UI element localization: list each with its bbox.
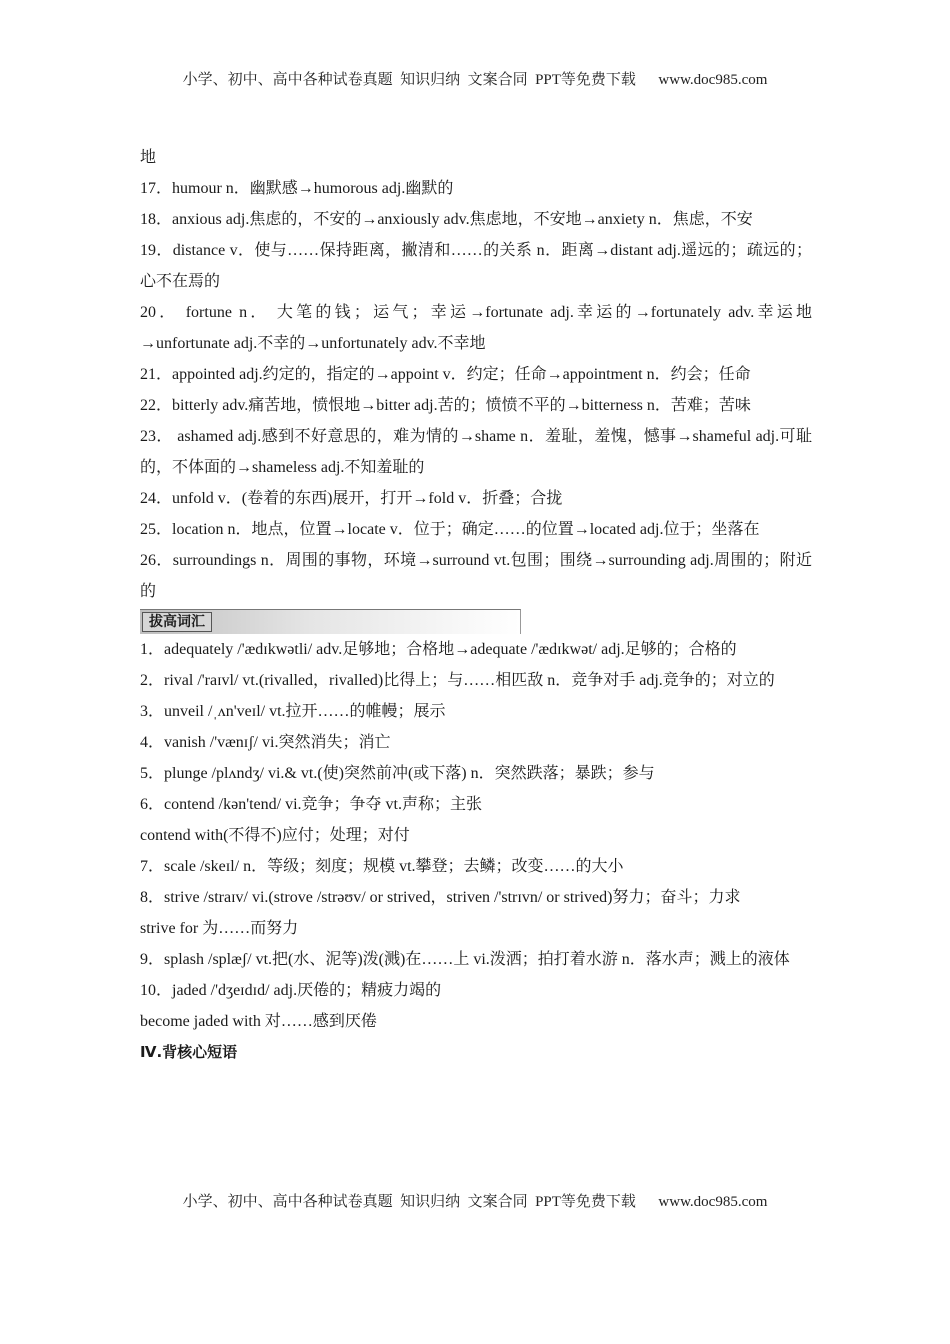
list-item: 5．plunge /plʌndʒ/ vi.& vt.(使)突然前冲(或下落) n．突然跌落；暴跌；参与	[140, 765, 655, 782]
list-item: 8．strive /straɪv/ vi.(strove /strəʊv/ or strived，striven /'strɪvn/ or strived)努力；奋斗；力求	[140, 889, 741, 906]
list-item: 2．rival /'raɪvl/ vt.(rivalled，rivalled)比得上；与……相匹敌 n．竞争对手 adj.竞争的；对立的	[140, 672, 775, 689]
list-item: contend with(不得不)应付；处理；对付	[140, 827, 410, 844]
page-header: 小学、初中、高中各种试卷真题 知识归纳 文案合同 PPT等免费下载 www.doc985.com	[182, 72, 768, 88]
list-item: strive for 为……而努力	[140, 920, 299, 937]
list-item: 19．distance v．使与……保持距离，撇清和……的关系 n．距离→distant adj.遥远的；疏远的；心不在焉的	[140, 242, 812, 290]
list-item: 26．surroundings n．周围的事物，环境→surround vt.包围；围绕→surrounding adj.周围的；附近的	[140, 552, 812, 600]
list-item: 24．unfold v．(卷着的东西)展开，打开→fold v．折叠；合拢	[140, 490, 563, 507]
list-item: 6．contend /kən'tend/ vi.竞争；争夺 vt.声称；主张	[140, 796, 482, 813]
list-item: 22．bitterly adv.痛苦地，愤恨地→bitter adj.苦的；愤愤不平的→bitterness n．苦难；苦味	[140, 397, 751, 414]
list-item: 21．appointed adj.约定的，指定的→appoint v．约定；任命→appointment n．约会；任命	[140, 366, 751, 383]
list-item: 10．jaded /'dʒeɪdɪd/ adj.厌倦的；精疲力竭的	[140, 982, 442, 999]
list-item: 地	[140, 149, 157, 166]
page-footer: 小学、初中、高中各种试卷真题 知识归纳 文案合同 PPT等免费下载 www.doc985.com	[182, 1194, 768, 1210]
section-header-bar	[140, 609, 521, 634]
list-item: 9．splash /splæʃ/ vt.把(水、泥等)泼(溅)在……上 vi.泼洒；拍打着水游 n．落水声；溅上的液体	[140, 951, 790, 968]
list-item: 25．location n．地点，位置→locate v．位于；确定……的位置→located adj.位于；坐落在	[140, 521, 760, 538]
list-item: 1．adequately /'ædɪkwətli/ adv.足够地；合格地→adequate /'ædɪkwət/ adj.足够的；合格的	[140, 641, 737, 658]
list-item: 7．scale /skeɪl/ n．等级；刻度；规模 vt.攀登；去鳞；改变……的大小	[140, 858, 624, 875]
list-item: 18．anxious adj.焦虑的，不安的→anxiously adv.焦虑地，不安地→anxiety n．焦虑，不安	[140, 211, 753, 228]
next-section-title: Ⅳ.背核心短语	[140, 1043, 238, 1061]
section-title: 拔高词汇	[142, 612, 212, 632]
list-item: become jaded with 对……感到厌倦	[140, 1013, 377, 1030]
list-item: 23． ashamed adj.感到不好意思的，难为情的→shame n．羞耻，羞愧，憾事→shameful adj.可耻的，不体面的→shameless adj.不知羞耻的	[140, 428, 812, 476]
list-item: 20． fortune n． 大笔的钱；运气；幸运→fortunate adj.幸运的→fortunately adv.幸运地→unfortunate adj.不幸的→unfortunately adv.不幸地	[140, 304, 812, 352]
document-body	[140, 142, 812, 1068]
list-item: 17．humour n．幽默感→humorous adj.幽默的	[140, 180, 454, 197]
list-item: 4．vanish /'vænɪʃ/ vi.突然消失；消亡	[140, 734, 391, 751]
list-item: 3．unveil /ˌʌn'veɪl/ vt.拉开……的帷幔；展示	[140, 703, 446, 720]
